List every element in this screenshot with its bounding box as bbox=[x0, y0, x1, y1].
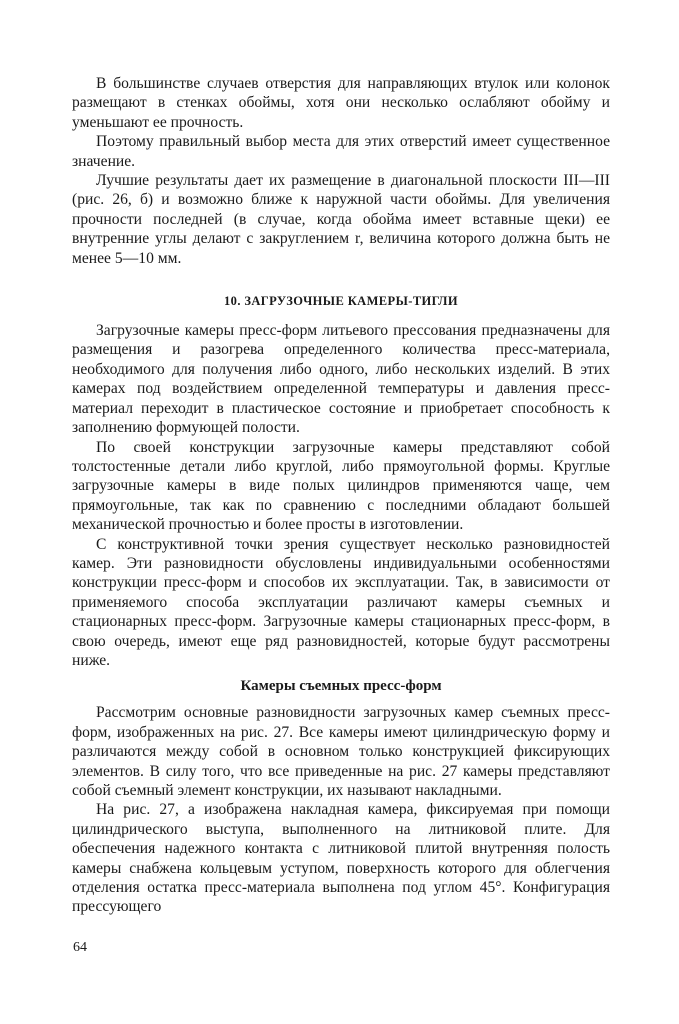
page-body bbox=[72, 74, 610, 917]
subheading: Камеры съемных пресс-форм bbox=[240, 678, 442, 695]
sub-paragraph-2: На рис. 27, а изображена накладная камера, фиксируемая при помощи цилиндрического выступа, выполненного на литниковой плите. Для обеспечения надежного контакта с литниковой плитой внутренняя полость камеры снабжена кольцевым уступом, поверхность которого для облегчения отделения остатка пресс-материала выполнена под углом 45°. Конфигурация прессующего bbox=[72, 801, 610, 916]
section-paragraph-3: С конструктивной точки зрения существует несколько разновидностей камер. Эти разновидности обусловлены индивидуальными особенностями конструкции пресс-форм и способов их эксплуатации. Так, в зависимости от применяемого способа эксплуатации различают камеры съемных и стационарных пресс-форм. Загрузочные камеры стационарных пресс-форм, в свою очередь, имеют еще ряд разновидностей, которые будут рассмотрены ниже. bbox=[72, 535, 610, 669]
section-paragraph-2: По своей конструкции загрузочные камеры представляют собой толстостенные детали либо круглой, либо прямоугольной формы. Круглые загрузочные камеры в виде полых цилиндров применяются чаще, чем прямоугольные, так как по сравнению с последними обладают большей механической прочностью и более просты в изготовлении. bbox=[72, 438, 610, 534]
section-paragraph-1: Загрузочные камеры пресс-форм литьевого прессования предназначены для размещения и разогрева определенного количества пресс-материала, необходимого для получения либо одного, либо нескольких изделий. В этих камерах под воздействием определенной температуры и давления пресс-материал переходит в пластическое состояние и приобретает способность к заполнению формующей полости. bbox=[72, 322, 610, 437]
intro-paragraph-1: В большинстве случаев отверстия для направляющих втулок или колонок размещают в стенках обоймы, хотя они несколько ослабляют обойму и уменьшают ее прочность. bbox=[72, 75, 610, 131]
page-number: 64 bbox=[73, 940, 87, 955]
section-heading: 10. ЗАГРУЗОЧНЫЕ КАМЕРЫ-ТИГЛИ bbox=[224, 294, 458, 309]
intro-paragraph-3: Лучшие результаты дает их размещение в диагональной плоскости III—III (рис. 26, б) и возможно ближе к наружной части обоймы. Для увеличения прочности последней (в случае, когда обойма имеет вставные щеки) ее внутренние углы делают с закруглением r, величина которого должна быть не менее 5—10 мм. bbox=[72, 172, 610, 267]
intro-paragraph-2: Поэтому правильный выбор места для этих отверстий имеет существенное значение. bbox=[72, 133, 610, 170]
sub-paragraph-1: Рассмотрим основные разновидности загрузочных камер съемных пресс-форм, изображенных на рис. 27. Все камеры имеют цилиндрическую форму и различаются между собой в основном только конструкцией фиксирующих элементов. В силу того, что все приведенные на рис. 27 камеры представляют собой съемный элемент конструкции, их называют накладными. bbox=[72, 704, 610, 799]
